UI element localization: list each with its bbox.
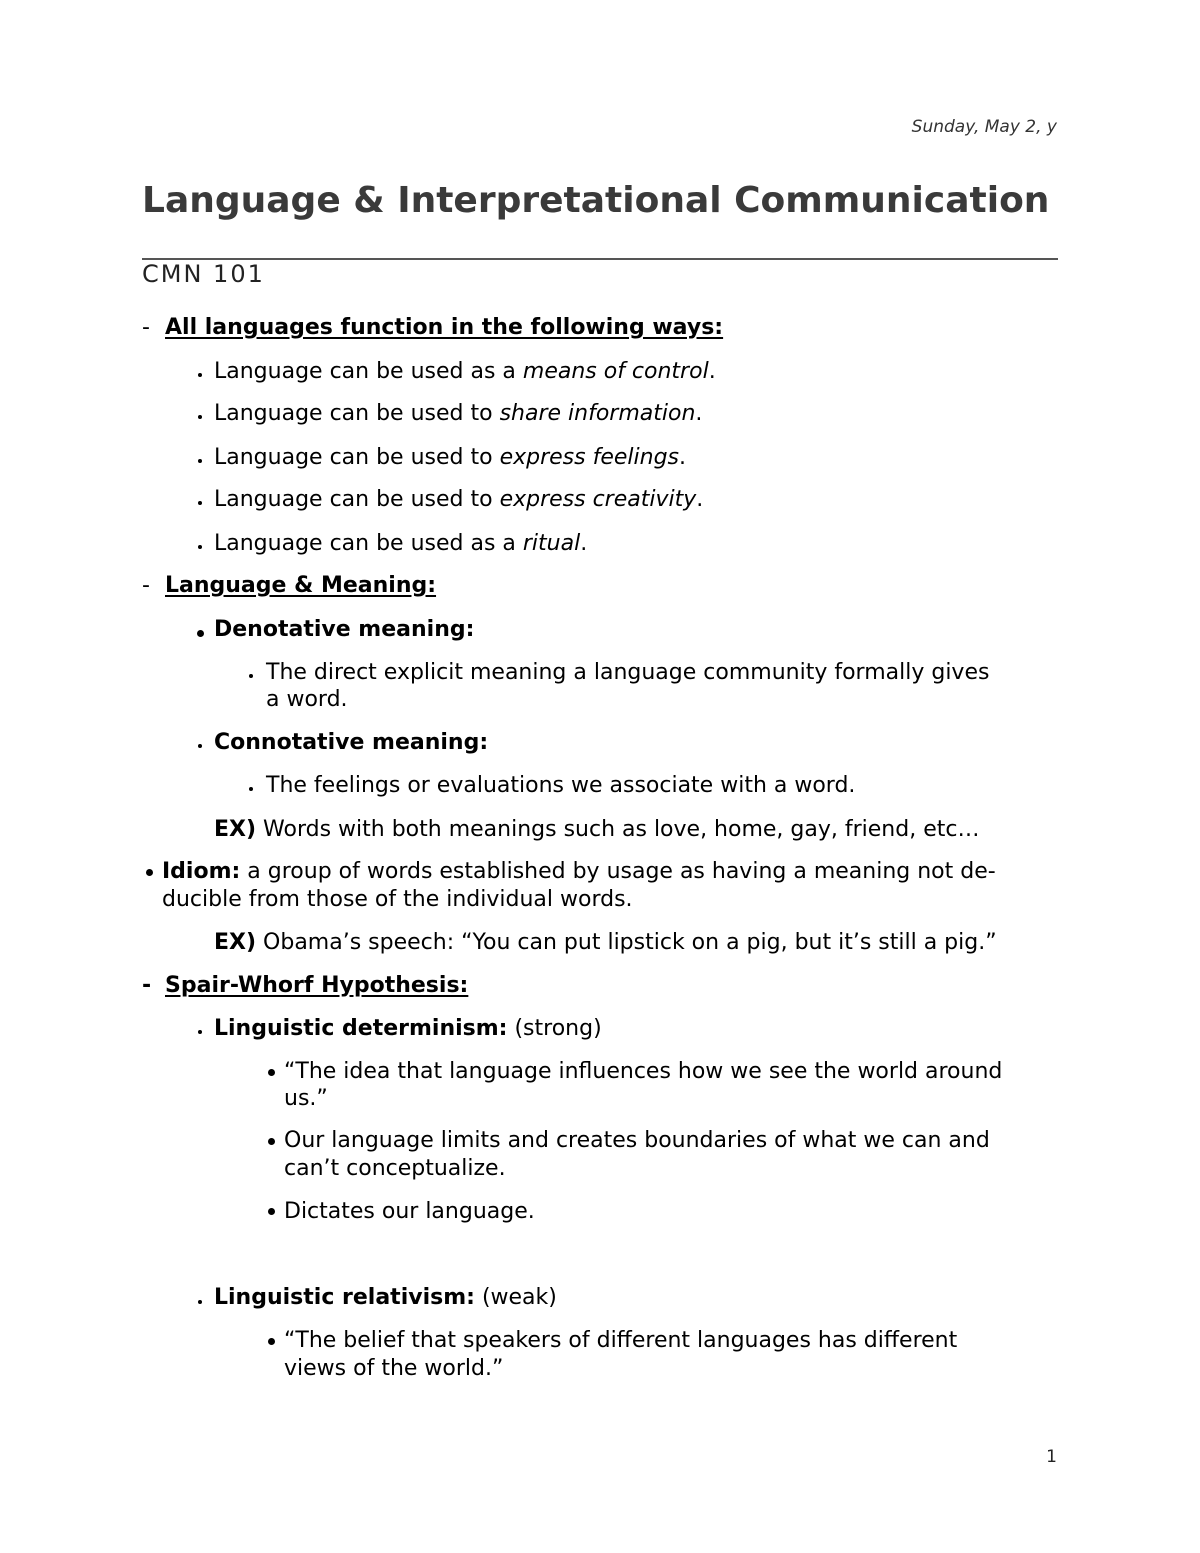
denotative-definition: The direct explicit meaning a language community formally gives <box>266 660 990 685</box>
list-item: Language can be used to express creativity. <box>214 487 704 512</box>
idiom-definition-cont: ducible from those of the individual words. <box>162 887 633 912</box>
bullet-icon <box>197 630 204 637</box>
bullet-icon <box>268 1069 275 1076</box>
relativism-point-cont: views of the world.” <box>284 1356 504 1381</box>
determinism-point: Our language limits and creates boundaries of what we can and <box>284 1128 990 1153</box>
list-item: Language can be used to express feelings. <box>214 445 686 470</box>
determinism-point-cont: can’t conceptualize. <box>284 1156 506 1181</box>
bullet-icon <box>249 787 253 791</box>
determinism-point: Dictates our language. <box>284 1199 535 1224</box>
section-heading-functions: All languages function in the following ways: <box>165 315 724 340</box>
bullet-icon <box>268 1208 275 1215</box>
bullet-icon <box>146 869 153 876</box>
connotative-definition: The feelings or evaluations we associate with a word. <box>266 773 856 798</box>
denotative-definition-cont: a word. <box>266 687 348 712</box>
relativism-label: Linguistic relativism: (weak) <box>214 1285 557 1310</box>
section-heading-meaning: Language & Meaning: <box>165 573 437 598</box>
bullet-icon <box>198 459 202 463</box>
bullet-icon <box>198 1300 202 1304</box>
course-code: CMN 101 <box>142 260 265 288</box>
bullet-icon <box>198 1030 202 1034</box>
section-heading-hypothesis: Spair-Whorf Hypothesis: <box>165 973 469 998</box>
determinism-point: “The idea that language influences how we see the world around <box>284 1059 1003 1084</box>
list-item: Language can be used to share information. <box>214 401 703 426</box>
idiom-example: EX) Obama’s speech: “You can put lipstick on a pig, but it’s still a pig.” <box>214 930 997 955</box>
header-date: Sunday, May 2, y <box>911 117 1057 137</box>
idiom-definition: Idiom: a group of words established by usage as having a meaning not de- <box>162 859 996 884</box>
page-title: Language & Interpretational Communication <box>142 180 1050 221</box>
determinism-point-cont: us.” <box>284 1086 328 1111</box>
bullet-icon <box>268 1138 275 1145</box>
bullet-icon <box>198 373 202 377</box>
page-number: 1 <box>1046 1447 1057 1467</box>
section-dash: - <box>142 973 152 998</box>
bullet-icon <box>198 744 202 748</box>
bullet-icon <box>198 501 202 505</box>
title-underline-rule <box>142 258 1058 260</box>
list-item: Language can be used as a means of control. <box>214 359 716 384</box>
connotative-label: Connotative meaning: <box>214 730 489 755</box>
bullet-icon <box>268 1338 275 1345</box>
section-dash: - <box>142 315 150 340</box>
determinism-label: Linguistic determinism: (strong) <box>214 1016 602 1041</box>
meaning-example: EX) Words with both meanings such as love, home, gay, friend, etc… <box>214 817 980 842</box>
bullet-icon <box>249 674 253 678</box>
denotative-label: Denotative meaning: <box>214 617 475 642</box>
bullet-icon <box>198 545 202 549</box>
bullet-icon <box>198 415 202 419</box>
relativism-point: “The belief that speakers of different languages has different <box>284 1328 958 1353</box>
section-dash: - <box>142 573 150 598</box>
list-item: Language can be used as a ritual. <box>214 531 588 556</box>
